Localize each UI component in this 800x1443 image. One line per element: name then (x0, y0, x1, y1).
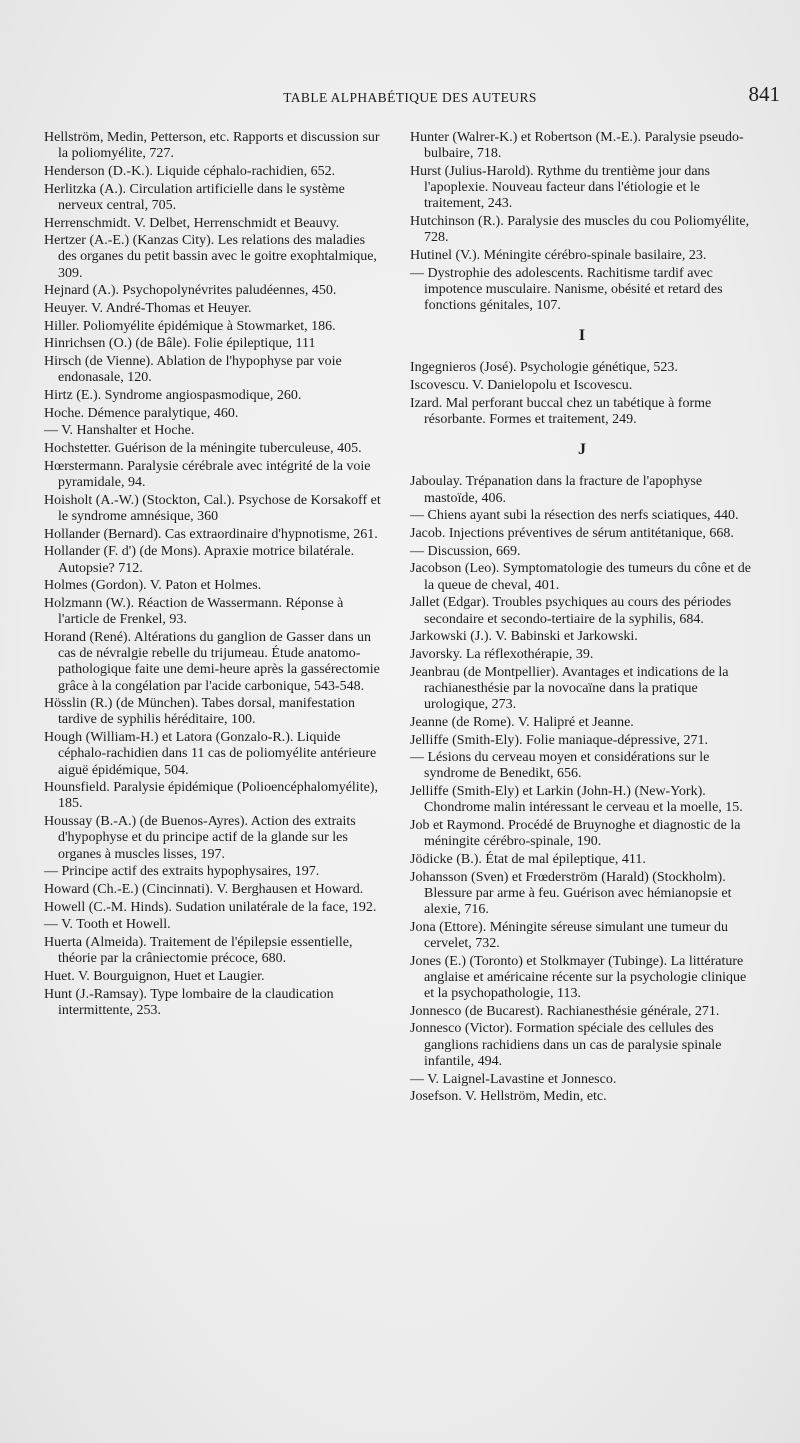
index-entry: Hunter (Walrer-K.) et Robertson (M.-E.). Paralysie pseudo-bulbaire, 718. (410, 130, 744, 162)
index-entry: — V. Hanshalter et Hoche. (44, 423, 195, 439)
index-entry: Holzmann (W.). Réaction de Wassermann. Réponse à l'article de Frenkel, 93. (44, 595, 344, 628)
index-entry: Hösslin (R.) (de München). Tabes dorsal, manifestation tardive de syphilis héréditaire, 100. (44, 696, 355, 728)
index-entry: Jelliffe (Smith-Ely) et Larkin (John-H.) (New-York). Chondrome malin intéressant le cerveau et la moelle, 15. (410, 784, 743, 816)
index-entry: Huerta (Almeida). Traitement de l'épilepsie essentielle, théorie par la crâniectomie précoce, 680. (44, 935, 353, 967)
index-entry: Jaboulay. Trépanation dans la fracture de l'apophyse mastoïde, 406. (410, 474, 703, 506)
index-entry: Jödicke (B.). État de mal épileptique, 411. (410, 851, 646, 867)
index-entry: Hutinel (V.). Méningite cérébro-spinale basilaire, 23. (410, 247, 707, 263)
index-entry: Hochstetter. Guérison de la méningite tuberculeuse, 405. (44, 441, 362, 457)
index-entry: Jones (E.) (Toronto) et Stolkmayer (Tubinge). La littérature anglaise et américaine récente sur la psychologie clinique et la psychopathologie, 113. (410, 953, 747, 1002)
index-entry: Jacobson (Leo). Symptomatologie des tumeurs du cône et de la queue de cheval, 401. (410, 561, 751, 593)
index-entry: Hinrichsen (O.) (de Bâle). Folie épileptique, 111 (44, 336, 316, 352)
index-entry: Hœrstermann. Paralysie cérébrale avec intégrité de la voie pyramidale, 94. (44, 458, 371, 491)
index-entry: Job et Raymond. Procédé de Bruynoghe et diagnostic de la méningite cérébro-spinale, 190. (410, 818, 741, 850)
index-entry: Jarkowski (J.). V. Babinski et Jarkowski. (410, 629, 638, 645)
index-entry: Hounsfield. Paralysie épidémique (Polioencéphalomyélite), 185. (44, 780, 378, 812)
index-entry: Hoche. Démence paralytique, 460. (44, 405, 239, 421)
index-entry: Herlitzka (A.). Circulation artificielle dans le système nerveux central, 705. (44, 181, 345, 213)
index-entry: Hellström, Medin, Petterson, etc. Rapports et discussion sur la poliomyélite, 727. (44, 130, 380, 162)
index-entry: Jonnesco (de Bucarest). Rachianesthésie générale, 271. (410, 1003, 720, 1019)
index-entry: Huet. V. Bourguignon, Huet et Laugier. (44, 968, 265, 984)
index-entry: Hutchinson (R.). Paralysie des muscles du cou Poliomyélite, 728. (410, 214, 750, 246)
section-i (410, 360, 754, 428)
index-entry: Hejnard (A.). Psychopolynévrites paludéennes, 450. (44, 283, 337, 299)
running-title: TABLE ALPHABÉTIQUE DES AUTEURS (283, 90, 537, 105)
index-entry: Hurst (Julius-Harold). Rythme du trentième jour dans l'apoplexie. Nouveau facteur dans l'étiologie et le traitement, 243. (410, 163, 710, 212)
section-letter-j: J (578, 441, 586, 459)
index-entry: Henderson (D.-K.). Liquide céphalo-rachidien, 652. (44, 163, 336, 179)
index-entry: Heuyer. V. André-Thomas et Heuyer. (44, 301, 252, 317)
index-entry: — Dystrophie des adolescents. Rachitisme tardif avec impotence musculaire. Nanisme, obésité et retard des fonctions génitales, 107. (410, 265, 723, 314)
index-entry: — Discussion, 669. (410, 543, 521, 559)
index-entry: Hiller. Poliomyélite épidémique à Stowmarket, 186. (44, 318, 336, 334)
index-entry: — V. Tooth et Howell. (44, 917, 171, 933)
index-entry: Herrenschmidt. V. Delbet, Herrenschmidt et Beauvy. (44, 215, 340, 231)
index-entry: Hollander (Bernard). Cas extraordinaire d'hypnotisme, 261. (44, 526, 378, 542)
index-entry: Izard. Mal perforant buccal chez un tabétique à forme résorbante. Formes et traitement, 249. (410, 395, 712, 428)
index-entry: — Chiens ayant subi la résection des nerfs sciatiques, 440. (410, 508, 739, 524)
index-entry: — V. Laignel-Lavastine et Jonnesco. (410, 1071, 617, 1087)
index-entry: Jelliffe (Smith-Ely). Folie maniaque-dépressive, 271. (410, 732, 708, 748)
index-entry: Howell (C.-M. Hinds). Sudation unilatérale de la face, 192. (44, 899, 377, 915)
index-entry: Hollander (F. d') (de Mons). Apraxie motrice bilatérale. Autopsie? 712. (44, 544, 355, 576)
index-entry: Josefson. V. Hellström, Medin, etc. (410, 1089, 607, 1105)
index-entry: Jona (Ettore). Méningite séreuse simulant une tumeur du cervelet, 732. (410, 919, 729, 951)
index-entry: Jeanbrau (de Montpellier). Avantages et indications de la rachianesthésie par la novocaïne dans la pratique urologique, 273. (410, 664, 729, 713)
index-entry: Hirsch (de Vienne). Ablation de l'hypophyse par voie endonasale, 120. (44, 354, 342, 386)
index-entry: Hertzer (A.-E.) (Kanzas City). Les relations des maladies des organes du petit bassin avec le goitre exophtalmique, 309. (44, 233, 377, 281)
page-number: 841 (748, 82, 780, 106)
section-j (410, 474, 754, 1105)
index-entry: Ingegnieros (José). Psychologie génétique, 523. (410, 360, 678, 376)
index-entry: Holmes (Gordon). V. Paton et Holmes. (44, 578, 262, 594)
index-entry: — Lésions du cerveau moyen et considérations sur le syndrome de Benedikt, 656. (410, 750, 710, 782)
right-column (410, 130, 754, 1107)
index-entry: Horand (René). Altérations du ganglion de Gasser dans un cas de névralgie rebelle du trijumeau. Étude anatomo-pathologique faite une demi-heure après la gassérectomie grâce à la congélation par l'acide carbonique, 543-548. (44, 629, 380, 694)
index-entry: Howard (Ch.-E.) (Cincinnati). V. Berghausen et Howard. (44, 881, 364, 897)
index-entry: Houssay (B.-A.) (de Buenos-Ayres). Action des extraits d'hypophyse et du principe actif de la glande sur les organes à muscles lisses, 197. (44, 814, 356, 862)
index-entry: Johansson (Sven) et Frœderström (Harald) (Stockholm). Blessure par arme à feu. Guérison avec hémianopsie et alexie, 716. (410, 869, 732, 918)
index-entry: — Principe actif des extraits hypophysaires, 197. (44, 864, 320, 880)
index-entry: Hough (William-H.) et Latora (Gonzalo-R.). Liquide céphalo-rachidien dans 11 cas de poliomyélite antérieure aiguë épidémique, 504. (44, 730, 377, 778)
index-entry: Jallet (Edgar). Troubles psychiques au cours des périodes secondaire et secondo-tertiaire de la syphilis, 684. (410, 595, 732, 627)
index-entry: Iscovescu. V. Danielopolu et Iscovescu. (410, 378, 633, 394)
index-entry: Jacob. Injections préventives de sérum antitétanique, 668. (410, 526, 734, 542)
index-entry: Hirtz (E.). Syndrome angiospasmodique, 260. (44, 388, 302, 404)
index-entry: Jonnesco (Victor). Formation spéciale des cellules des ganglions rachidiens dans un cas de paralysie spinale infantile, 494. (410, 1021, 722, 1069)
index-entry: Jeanne (de Rome). V. Halipré et Jeanne. (410, 714, 634, 730)
page-header (40, 82, 780, 112)
left-column (44, 130, 384, 1021)
index-entry: Hunt (J.-Ramsay). Type lombaire de la claudication intermittente, 253. (44, 986, 334, 1018)
index-entry: Javorsky. La réflexothérapie, 39. (410, 646, 594, 662)
index-entry: Hoisholt (A.-W.) (Stockton, Cal.). Psychose de Korsakoff et le syndrome amnésique, 360 (44, 492, 381, 524)
section-h-continued (410, 130, 754, 314)
section-letter-i: I (578, 327, 586, 345)
